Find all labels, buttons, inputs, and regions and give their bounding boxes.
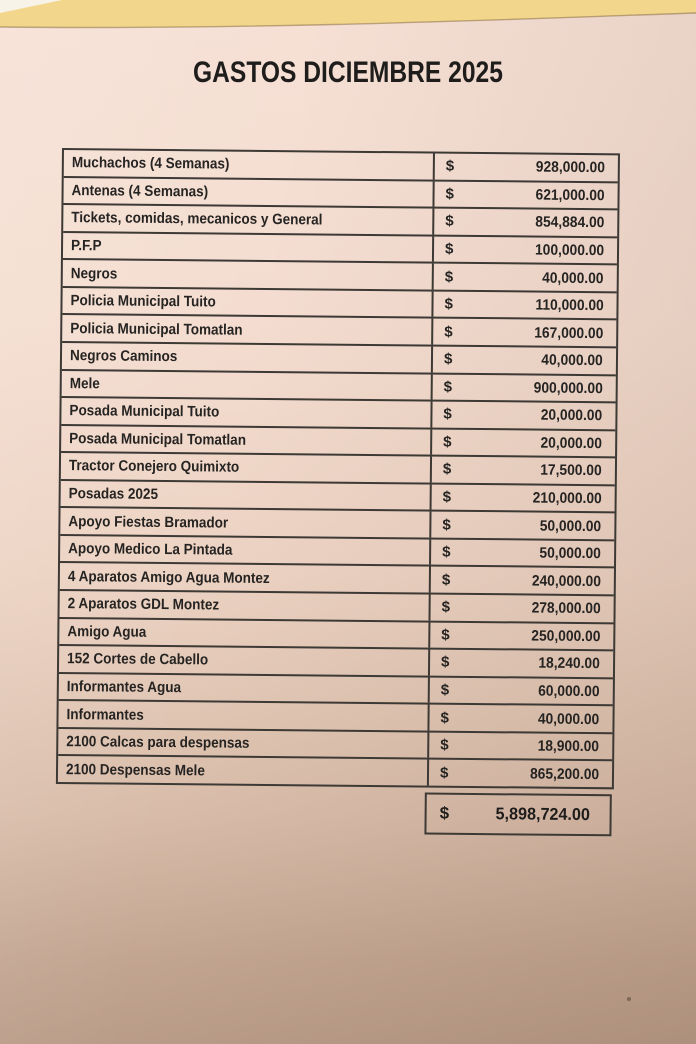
row-currency: $ — [445, 185, 455, 203]
background-paper-edge — [0, 0, 696, 36]
row-label: Tickets, comidas, mecanicos y General — [71, 209, 323, 229]
row-amount: 20,000.00 — [540, 406, 603, 425]
row-label: Posada Municipal Tomatlan — [69, 429, 247, 449]
row-currency: $ — [443, 406, 452, 424]
row-amount-cell — [433, 291, 616, 318]
row-currency: $ — [442, 516, 451, 534]
row-label-cell — [59, 619, 430, 648]
row-currency: $ — [444, 240, 454, 258]
row-currency: $ — [442, 543, 451, 561]
page-title-text: GASTOS DICIEMBRE 2025 — [193, 56, 503, 89]
paper-edge-shadow — [0, 13, 696, 28]
row-label: 152 Cortes de Cabello — [67, 650, 209, 669]
row-amount-cell — [433, 347, 616, 374]
row-amount: 40,000.00 — [538, 710, 600, 728]
row-currency: $ — [444, 268, 454, 286]
yellow-paper — [0, 0, 696, 28]
row-amount: 60,000.00 — [538, 682, 600, 701]
row-label-cell — [60, 536, 431, 565]
row-currency: $ — [440, 709, 449, 727]
row-currency: $ — [440, 654, 450, 672]
row-label-cell — [62, 315, 433, 344]
row-amount: 18,900.00 — [537, 737, 600, 756]
row-label: Policia Municipal Tuito — [70, 292, 216, 311]
row-amount-cell — [430, 677, 613, 704]
row-amount: 167,000.00 — [534, 324, 604, 342]
row-label-cell — [61, 453, 432, 482]
row-label-cell — [61, 398, 432, 427]
row-amount: 900,000.00 — [533, 379, 603, 397]
row-amount-cell — [429, 705, 612, 732]
row-label-cell — [60, 591, 431, 620]
row-amount: 40,000.00 — [542, 269, 604, 287]
row-amount-cell — [433, 319, 616, 346]
row-label: 2100 Despensas Mele — [65, 760, 205, 780]
row-amount: 865,200.00 — [529, 765, 600, 783]
row-currency: $ — [445, 157, 455, 176]
row-amount-cell — [432, 457, 615, 484]
row-currency: $ — [440, 736, 449, 754]
row-amount-cell — [433, 374, 616, 401]
row-label: Negros Caminos — [69, 347, 178, 366]
row-label-cell — [58, 701, 429, 730]
row-currency: $ — [442, 461, 452, 479]
row-label: Posadas 2025 — [68, 485, 159, 503]
table-row — [58, 756, 612, 787]
row-label-cell — [63, 260, 434, 289]
row-label-cell — [63, 233, 434, 262]
row-currency: $ — [441, 571, 451, 589]
row-label-cell — [58, 729, 429, 758]
row-label-cell — [62, 371, 433, 400]
row-amount: 100,000.00 — [534, 241, 605, 260]
row-label: Policia Municipal Tomatlan — [70, 319, 243, 339]
row-label: Informantes Agua — [66, 678, 182, 697]
expense-sheet — [55, 148, 620, 836]
row-amount-cell — [430, 595, 613, 622]
row-label-cell — [63, 205, 434, 234]
row-label: Amigo Agua — [67, 622, 147, 641]
row-amount-cell — [435, 154, 618, 181]
row-label: Apoyo Medico La Pintada — [68, 540, 233, 559]
row-amount-cell — [434, 209, 617, 236]
row-label: Antenas (4 Semanas) — [71, 181, 209, 201]
expense-table-body — [56, 148, 620, 789]
row-amount: 250,000.00 — [531, 627, 601, 646]
row-currency: $ — [444, 323, 453, 341]
row-amount: 278,000.00 — [531, 599, 601, 618]
row-amount-cell — [432, 484, 615, 511]
paper-speck — [627, 997, 631, 1001]
row-label-cell — [58, 756, 429, 785]
row-label-cell — [62, 343, 433, 372]
background-sliver — [0, 0, 62, 13]
row-label: 2 Aparatos GDL Montez — [67, 595, 220, 614]
row-label: 2100 Calcas para despensas — [66, 733, 250, 752]
row-label: Tractor Conejero Quimixto — [68, 457, 240, 477]
row-amount: 240,000.00 — [531, 572, 601, 590]
row-amount-cell — [431, 567, 614, 594]
row-currency: $ — [444, 295, 453, 313]
row-amount-cell — [432, 402, 615, 429]
row-label-cell — [61, 481, 432, 510]
row-amount-cell — [430, 622, 613, 649]
row-amount: 17,500.00 — [540, 462, 603, 480]
row-currency: $ — [441, 626, 450, 644]
row-amount: 40,000.00 — [541, 351, 604, 370]
row-label-cell — [62, 288, 433, 317]
row-label: Negros — [70, 264, 118, 283]
row-amount-cell — [429, 760, 612, 787]
row-amount-cell — [432, 429, 615, 456]
row-amount-cell — [430, 650, 613, 677]
row-amount-cell — [431, 539, 614, 566]
row-amount: 854,884.00 — [535, 213, 605, 232]
row-amount-cell — [434, 264, 617, 291]
total-amount: 5,898,724.00 — [495, 804, 590, 825]
row-currency: $ — [439, 764, 449, 782]
row-label: Informantes — [66, 705, 144, 724]
row-currency: $ — [443, 433, 452, 451]
row-label-cell — [59, 646, 430, 675]
row-label-cell — [59, 674, 430, 703]
row-amount: 928,000.00 — [535, 158, 605, 177]
row-currency: $ — [442, 488, 452, 506]
row-label: Mele — [69, 374, 100, 393]
row-amount: 18,240.00 — [538, 655, 601, 673]
row-label-cell — [63, 178, 434, 207]
row-amount-cell — [431, 512, 614, 539]
row-amount-cell — [434, 236, 617, 263]
row-amount: 50,000.00 — [539, 517, 602, 535]
row-amount: 210,000.00 — [532, 489, 602, 508]
total-row — [424, 793, 611, 837]
row-amount: 110,000.00 — [535, 296, 604, 315]
page-title — [0, 56, 696, 90]
total-currency: $ — [439, 803, 450, 823]
row-currency: $ — [445, 213, 454, 231]
row-amount: 50,000.00 — [539, 544, 602, 563]
row-currency: $ — [441, 598, 451, 617]
row-currency: $ — [440, 681, 450, 699]
row-label-cell — [60, 563, 431, 592]
row-amount: 20,000.00 — [540, 434, 603, 453]
row-label: 4 Aparatos Amigo Agua Montez — [67, 567, 270, 587]
row-label: Muchachos (4 Semanas) — [71, 154, 230, 173]
row-label: Posada Municipal Tuito — [69, 402, 220, 421]
row-label-cell — [61, 426, 432, 455]
row-amount-cell — [429, 732, 612, 759]
row-label-cell — [60, 508, 431, 537]
row-currency: $ — [443, 350, 453, 368]
row-currency: $ — [443, 378, 453, 396]
row-amount: 621,000.00 — [535, 186, 605, 205]
row-label: Apoyo Fiestas Bramador — [68, 512, 229, 532]
row-amount-cell — [434, 181, 617, 208]
row-label: P.F.P — [70, 237, 102, 255]
row-label-cell — [64, 150, 435, 179]
